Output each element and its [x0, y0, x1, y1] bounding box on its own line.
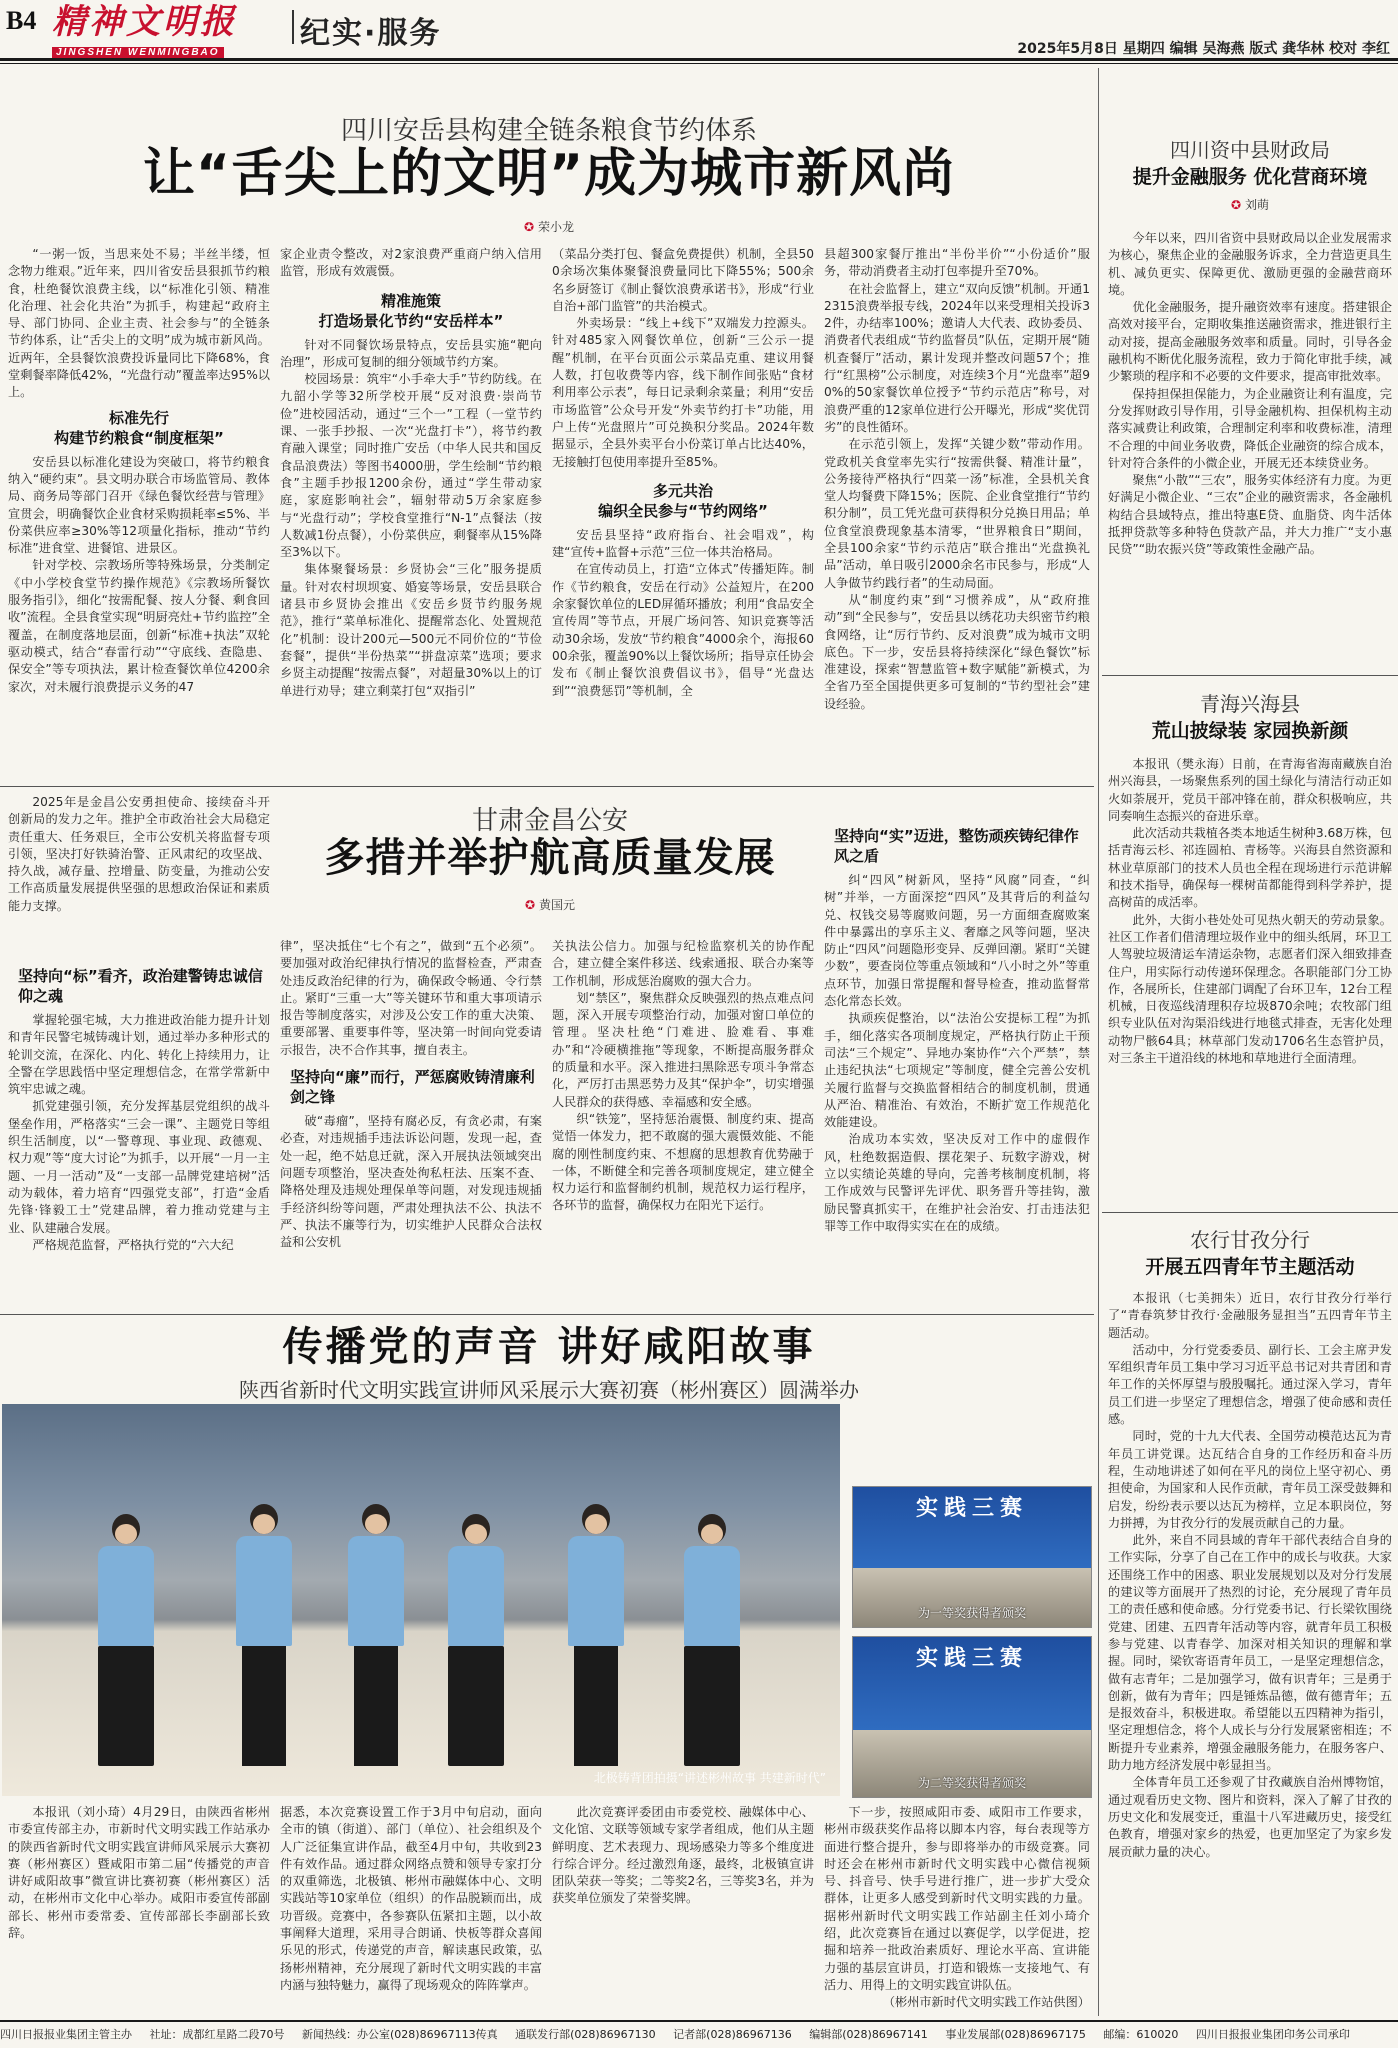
article1-column-4: [824, 246, 1090, 713]
sidebar2-body: [1108, 756, 1392, 1067]
paragraph: “一粥一饭，当思来处不易；半丝半缕，恒念物力维艰。”近年来，四川省安岳县狠抓节约粮食，杜绝餐饮浪费主线，以“标准化引领、精准化治理、社会化共治”为抓手，构建起“政府主导、部门协同、企业主责、社会参与”的全链条节约体系，让“舌尖上的文明”成为城市新风尚。近两年，全县餐饮浪费投诉量同比下降68%，食堂剩餐率降低42%，“光盘行动”覆盖率达95%以上。: [8, 247, 270, 400]
speaker-figure: [98, 1514, 154, 1766]
paragraph: 同时，党的十九大代表、全国劳动模范达瓦为青年员工讲党课。达瓦结合自身的工作经历和奋斗历程，生动地讲述了如何在平凡的岗位上坚守初心、勇担使命，为国家和人民作贡献，青年员工深受鼓舞和启发，纷纷表示要以达瓦为榜样，立足本职岗位，努力拼搏，为甘孜分行的发展贡献自己的力量。: [1108, 1429, 1392, 1530]
article1-subhead-3: 多元共治 编织全民参与“节约网络”: [598, 481, 768, 520]
masthead-rule-thin: [0, 63, 1398, 64]
photo-credit: （彬州市新时代文明实践工作站供图）: [882, 1995, 1090, 2010]
paragraph: 此次竞赛评委团由市委党校、融媒体中心、文化馆、文联等领域专家学者组成，他们从主题鲜明度、艺术表现力、现场感染力等多个维度进行综合评分。经过激烈角逐，最终，北极镇宣讲团队荣获一等奖；二等奖2名，三等奖3名，并为获奖单位颁发了荣誉奖牌。: [552, 1805, 814, 1906]
paragraph: 治成功本实效，坚决反对工作中的虚假作风，杜绝数据造假、摆花架子、玩数字游戏，树立以实绩论英雄的导向，完善考核制度机制，将工作成效与民警评先评优、职务晋升等挂钩，激励民警真抓实干，在维护社会治安、打击违法犯罪等工作中取得实实在在的成绩。: [824, 1132, 1090, 1233]
sidebar-rule-1: [1102, 675, 1398, 676]
issue-meta: 2025年5月8日 星期四 编辑 吴海燕 版式 龚华林 校对 李红: [1017, 41, 1390, 57]
logo-text: 精神文明报: [52, 2, 237, 42]
footer-item: 记者部(028)86967136: [673, 2028, 792, 2041]
paragraph: 安岳县坚持“政府指台、社会唱戏”，构建“宣传+监督+示范”三位一体共治格局。: [552, 527, 814, 560]
article2-subhead-2: 坚持向“廉”而行，严惩腐败铸清廉利剑之锋: [290, 1068, 535, 1107]
paragraph: 2025年是金昌公安勇担使命、接续奋斗开创新局的发力之年。推护全市政治社会大局稳定责任重大、任务艰巨，全市公安机关将监督专项引领，坚决打好铁骑治警、正风肃纪的攻坚战、持久战，减存量、控增量、防变量，为推动公安工作高质量发展提供坚强的思想政治保证和素质能力支撑。: [8, 795, 270, 913]
sidebar1-kicker: 四川资中县财政局: [1170, 138, 1330, 162]
article2-column-2: [280, 938, 542, 1251]
paragraph: 外卖场景：“线上+线下”双端发力控源头。针对485家入网餐饮单位，创新“三公示一提醒”机制，在平台页面公示菜品克重、建议用餐人数，打包收费等内容，线下制作间张贴“食材利用率公示表”，每日记录剩余菜量；利用“安岳市场监管”公众号开发“外卖节约打卡”功能，用户上传“光盘照片”可兑换积分奖品。2024年数据显示，全县外卖平台小份菜订单占比达40%，无接触打包使用率提升至85%。: [552, 316, 814, 469]
paragraph: 在示范引领上，发挥“关键少数”带动作用。党政机关食堂率先实行“按需供餐、精准计量”，公务接待严格执行“四菜一汤”标准，全县机关食堂人均餐费下降15%；医院、企业食堂推行“节约积分制”，员工凭光盘可获得积分兑换日用品；单位食堂浪费现象基本清零，“世界粮食日”期间，全县100余家“节约示范店”联合推出“光盘换礼品”活动，单日吸引2000余名市民参与，形成“人人争做节约践行者”的生动局面。: [824, 437, 1090, 590]
paragraph: 据悉，本次竞赛设置工作于3月中旬启动，面向全市的镇（街道）、部门（单位）、社会组织及个人广泛征集宣讲作品，截至4月中旬，共收到23件有效作品。通过群众网络点赞和领导专家打分的双重筛选，北极镇、彬州市融媒体中心、文明实践站等10家单位（组织）的作品脱颖而出，成功晋级。竞赛中，各参赛队伍紧扣主题，以小故事阐释大道理，采用寻合朗诵、快板等群众喜闻乐见的形式，传递党的声音，解读惠民政策，弘扬彬州精神，充分展现了新时代文明实践的丰富内涵与独特魅力，赢得了现场观众的阵阵掌声。: [280, 1805, 542, 1992]
article2-column-3: [552, 938, 814, 1215]
paragraph: 织“铁笼”，坚持惩治震慑、制度约束、提高觉悟一体发力，把不敢腐的强大震慑效能、不能腐的刚性制度约束、不想腐的思想教育优势融于一体，不断健全和完善各项制度规定，建立健全权力运行和监督制约机制，规范权力运行程序，各环节的监督，确保权力在阳光下运行。: [552, 1111, 814, 1213]
paragraph: 安岳县以标准化建设为突破口，将节约粮食纳入“硬约束”。县文明办联合市场监管局、教体局、商务局等部门召开《绿色餐饮经营与管理》宣贯会，明确餐饮企业食材采购损耗率≤5%、半份菜供应率≥30%等12项量化指标，推动“节约标准”进食堂、进餐馆、进景区。: [8, 454, 270, 556]
sidebar2-kicker: 青海兴海县: [1200, 692, 1300, 716]
masthead-rule: [0, 58, 1398, 61]
footer-item: 社址：成都红星路二段70号: [149, 2028, 285, 2041]
paragraph: 破“毒瘤”，坚持有腐必反，有贪必肃，有案必查，对违规插手违法诉讼问题，发现一起，查处一起，绝不姑息迁就，深入开展执法领域突出问题专项整治，坚决查处徇私枉法、压案不查、降格处理及违规处理保单等问题，对发现违规插手经济纠纷等问题，严肃处理执法不公、执法不严、执法不廉等行为，切实维护人民群众合法权益和公安机: [280, 1114, 542, 1250]
article2-subhead-1: 坚持向“标”看齐，政治建警铸忠诚信仰之魂: [18, 967, 263, 1005]
award-photo-2: [852, 1636, 1092, 1798]
masthead-divider: [292, 10, 294, 44]
byline-star-icon: ✪: [1230, 198, 1242, 212]
article1-headline: 让“舌尖上的文明”成为城市新风尚: [142, 144, 956, 204]
byline-star-icon: ✪: [524, 898, 536, 912]
photo-caption: 北极铸背团拍摄“讲述彬州故事 共建新时代”: [593, 1771, 826, 1785]
footer-item: 四川日报报业集团印务公司承印: [1195, 2028, 1350, 2041]
article3-column-4: [824, 1804, 1090, 2012]
article3-column-1: [8, 1804, 270, 1942]
article3-column-2: [280, 1804, 542, 1994]
sidebar-rule-2: [1102, 1212, 1398, 1213]
footer-item: 通联发行部(028)86967130: [515, 2028, 656, 2041]
section-title: 纪实·服务: [300, 16, 442, 51]
footer-item: 新闻热线：办公室(028)86967113传真: [302, 2028, 498, 2041]
paragraph: 优化金融服务，提升融资效率有速度。搭建银企高效对接平台，定期收集推送融资需求，推进银行主动对接，提高金融服务效率和质量。同时，引导各金融机构不断优化服务流程，致力于简化审批手续，减少繁琐的程序和不必要的文件要求，提高审批效率。: [1108, 300, 1392, 384]
paragraph: 严格规范监督，严格执行党的“六大纪: [32, 1237, 234, 1252]
section-rule-1: [0, 786, 1094, 787]
paragraph: 律”，坚决抵住“七个有之”，做到“五个必须”。要加强对政治纪律执行情况的监督检查，严肃查处违反政治纪律的行为，确保政令畅通、令行禁止。紧盯“三重一大”等关键环节和重大事项请示报告等制度落实，对涉及公安工作的重大决策、重要部署、重要事件等，坚决第一时间向党委请示报告，决不合作其事，擅自表主。: [280, 939, 542, 1057]
article1-byline: ✪ 荣小龙: [523, 220, 575, 234]
paragraph: 从“制度约束”到“习惯养成”，从“政府推动”到“全民参与”，安岳县以绣花功夫织密节约粮食网络，让“厉行节约、反对浪费”成为城市文明底色。下一步，安岳县将持续深化“绿色餐饮”标准建设，探索“智慧监管+数字赋能”新模式，为全省乃至全国提供更多可复制的“节约型社会”建设经验。: [824, 592, 1090, 711]
speaker-figure: [684, 1514, 740, 1766]
stage-photo: [2, 1404, 840, 1796]
speaker-figure: [448, 1514, 504, 1766]
paragraph: 关执法公信力。加强与纪检监察机关的协作配合，建立健全案件移送、线索通报、联合办案等工作机制，形成惩治腐败的强大合力。: [552, 939, 814, 988]
paragraph: 保持担保担保能力，为企业融资让利有温度，完分发挥财政引导作用，引导金融机构、担保机构主动落实减费让利政策，合理制定利率和收费标准，清理不合理的中间业务收费，降低企业融资的综合成本，针对符合条件的小微企业，开展无还本续贷业务。: [1108, 386, 1392, 470]
paragraph: 此外，大街小巷处处可见热火朝天的劳动景象。社区工作者们借清理垃圾作业中的细头纸屑，环卫工人驾驶垃圾清运车清运杂物，志愿者们深入细致排查住户，用实际行动传递环保理念。各职能部门分工协作，各展所长，住建部门调配了台环卫车，12台工程机械，日夜巡线清理积存垃圾870余吨；农牧部门组织专业队伍对沟渠沿线进行地毯式排查，无害化处理动物尸骸64具；林草部门发动1706名生态管护员，对三条主干道沿线的林地和草地进行全面清理。: [1108, 912, 1392, 1066]
award-caption-1: 为一等奖获得者颁奖: [917, 1606, 1026, 1620]
sidebar3-body: [1108, 1290, 1392, 1861]
article2-kicker: 甘肃金昌公安: [471, 806, 628, 836]
paragraph: 校园场景：筑牢“小手牵大手”节约防线。在九韶小学等32所学校开展“反对浪费·崇尚节俭”进校园活动，通过“三个一”工程（一堂节约课、一张手抄报、一次“光盘打卡”），将节约教育融入课堂；同时推广安岳（中华人民共和国反食品浪费法）等图书4000册，学生绘制“节约粮食”主题手抄报1200余份，通过“学生带动家庭，家庭影响社会”，辐射带动5万余家庭参与“光盘行动”；学校食堂推行“N-1”点餐法（按人数减1份点餐），小份菜供应，剩餐率从15%降至3%以下。: [280, 372, 542, 560]
paragraph: 全体青年员工还参观了甘孜藏族自治州博物馆，通过观看历史文物、图片和资料，深入了解了甘孜的历史文化和发展变迁，重温十八军进藏历史，接受红色教育，增强对家乡的热爱，也更加坚定了为家乡发展贡献力量的决心。: [1108, 1775, 1392, 1859]
paragraph: 今年以来，四川省资中县财政局以企业发展需求为核心，聚焦企业的金融服务诉求，全力营造更具生机、减负更实、保障更优、激励更强的金融营商环境。: [1108, 231, 1392, 297]
footer-item: 编辑部(028)86967141: [809, 2028, 928, 2041]
footer-item: 四川日报报业集团主管主办: [0, 2028, 132, 2041]
sidebar-separator: [1098, 68, 1099, 2016]
footer-rule: [0, 2020, 1398, 2022]
paragraph: 此外，来自不同县域的青年干部代表结合自身的工作实际，分享了自己在工作中的成长与收获。大家还围绕工作中的困惑、职业发展规划以及对分行发展的建议等方面展开了热烈的讨论，充分展现了青年员工的责任感和使命感。分行党委书记、行长梁钦围绕党建、团建、五四青年活动等内容，就青年员工积极参与党建、以青春学、加深对相关知识的理解和掌握。同时，梁钦寄语青年员工，一是坚定理想信念，做有志青年；二是加强学习，做有识青年；三是勇于创新，做有为青年；四是锤炼品德，做有德青年；五是报效奋斗，积极进取。希望能以五四精神为指引，坚定理想信念，将个人成长与分行发展紧密相连；不断提升专业素养，增强金融服务能力，在服务客户、助力地方经济发展中彰显担当。: [1108, 1533, 1392, 1773]
paragraph: 在宣传动员上，打造“立体式”传播矩阵。制作《节约粮食，安岳在行动》公益短片，在200余家餐饮单位的LED屏循环播放；利用“食品安全宣传周”等节点，开展广场问答、知识竞赛等活动30余场，发放“节约粮食”4000余个，海报6000余张，覆盖90%以上餐饮场所；指导京任协会发布《制止餐饮浪费倡议书》，倡导“光盘达到”“浪费惩罚”等机制，全: [552, 562, 814, 698]
paragraph: 本报讯（七美拥朱）近日，农行甘孜分行举行了“青春筑梦甘孜行·金融服务显担当”五四青年节主题活动。: [1108, 1291, 1392, 1340]
footer-item: 事业发展部(028)86967175: [945, 2028, 1086, 2041]
paragraph: 在社会监督上，建立“双向反馈”机制。开通12315浪费举报专线，2024年以来受理相关投诉32件，办结率100%；邀请人大代表、政协委员、消费者代表组成“节约监督员”队伍，定期开展“随机查餐厅”活动，累计发现并整改问题57个；推行“红黑榜”公示制度，对连续3个月“光盘率”超90%的50家餐饮单位授予“节约示范店”称号，对浪费严重的12家单位进行公开曝光，形成“奖优罚劣”的良性循环。: [824, 281, 1090, 434]
speaker-figure: [236, 1504, 292, 1766]
paragraph: 纠“四风”树新风，坚持“风腐”同查，“纠树”并举，一方面深挖“四风”及其背后的利益勾兑、权钱交易等腐败问题，另一方面细查腐败案件中暴露出的享乐主义、奢靡之风等问题，坚决防止“四风”问题隐形变异、反弹回潮。紧盯“关键少数”，要查岗位等重点领域和“八小时之外”等重点环节，加强日常提醒和督导检查，推动监督常态化常态长效。: [824, 873, 1090, 1009]
sidebar1-byline: ✪ 刘萌: [1230, 198, 1270, 212]
sidebar3-kicker: 农行甘孜分行: [1190, 1228, 1310, 1252]
article3-column-3: [552, 1804, 814, 1908]
article2-column-1: [8, 958, 270, 1254]
article3-subtitle: 陕西省新时代文明实践宣讲师风采展示大赛初赛（彬州赛区）圆满举办: [239, 1378, 859, 1402]
sidebar3-headline: 开展五四青年节主题活动: [1145, 1256, 1355, 1278]
article2-column-4: [824, 818, 1090, 1235]
paragraph: 家企业责令整改，对2家浪费严重商户纳入信用监管，形成有效震慑。: [280, 247, 542, 279]
paragraph: 执顽疾促整治，以“法治公安提标工程”为抓手，细化落实各项制度规定，严格执行防止干预司法“三个规定”、异地办案协作“六个严禁”，禁止违纪执法“七项规定”等制度，健全完善公安机关履行监督与交换监督相结合的制度机制，贯通从严治、精准治、有效治，不断扩宽工作规范化效能建设。: [824, 1011, 1090, 1130]
paragraph: 抓党建强引领，充分发挥基层党组织的战斗堡垒作用，严格落实“三会一课”、主题党日等组织生活制度，以“一警尊现、事业现、政德观、权力观”等“度大讨论”为抓手，以开展“一月一主题、一月一活动”及“一支部一品牌党建培树”活动为载体，着力培育“四强党支部”，打造“金盾先锋·锋毅工士”党建品牌，着力推动党建与主业、队建融合发展。: [8, 1099, 270, 1235]
paragraph: 针对不同餐饮场景特点，安岳县实施“靶向治理”，形成可复制的细分领域节约方案。: [280, 337, 542, 369]
article2-byline: ✪ 黄国元: [524, 898, 576, 912]
paragraph: 掌握轮强宅城，大力推进政治能力提升计划和青年民警宅城铸魂计划，通过举办多种形式的轮训交流，在深化、内化、转化上持续用力，让全警在学思践悟中坚定理想信念，在常学常新中筑牢忠诚之魂。: [8, 1013, 270, 1097]
article2-subhead-3: 坚持向“实”迈进，整饬顽疾铸纪律作风之盾: [834, 827, 1079, 865]
paragraph: 活动中，分行党委委员、副行长、工会主席尹发军组织青年员工集中学习习近平总书记对共青团和青年工作的关怀厚望与殷殷嘱托。通过深入学习，青年员工们进一步坚定了理想信念，增强了使命感和责任感。: [1108, 1342, 1392, 1427]
sidebar1-body: [1108, 230, 1392, 559]
paragraph: （菜品分类打包、餐盒免费提供）机制，全县500余场次集体聚餐浪费量同比下降55%；500余名乡厨签订《制止餐饮浪费承诺书》，形成“行业自治+部门监管”的共治模式。: [552, 247, 814, 313]
award-caption-2: 为二等奖获得者颁奖: [917, 1776, 1026, 1790]
article2-lead: [8, 794, 270, 915]
newspaper-logo: [52, 2, 288, 58]
paragraph: 县超300家餐厅推出“半份半价”“小份适价”服务，带动消费者主动打包率提升至70%。: [824, 247, 1090, 279]
article2-headline: 多措并举护航高质量发展: [324, 835, 776, 881]
section-rule-2: [0, 1314, 1094, 1315]
paragraph: 本报讯（樊永海）日前，在青海省海南藏族自治州兴海县，一场聚焦系列的国土绿化与清洁行动正如火如荼展开，党员干部冲锋在前，群众积极响应，共同奏响生态振兴的奋进乐章。: [1108, 757, 1392, 823]
footer-item: 邮编：610020: [1103, 2028, 1179, 2041]
article1-subhead-1: 标准先行 构建节约粮食“制度框架”: [54, 408, 224, 447]
sidebar1-headline: 提升金融服务 优化营商环境: [1132, 166, 1368, 188]
article1-subhead-2: 精准施策 打造场景化节约“安岳样本”: [318, 291, 504, 330]
paragraph: 聚焦“小散”“三农”，服务实体经济有力度。为更好满足小微企业、“三农”企业的融资需求，各金融机构结合县域特点，推出特惠E贷、血脂贷、肉牛活体抵押贷款等多种特色贷款产品，并大力推广“支小惠民贷”“助农振兴贷”等政策性金融产品。: [1108, 473, 1392, 557]
speaker-figure: [568, 1504, 624, 1766]
paragraph: 划“禁区”，聚焦群众反映强烈的热点难点问题，深入开展专项整治行动，加强对窗口单位的管理。坚决杜绝“门难进、脸难看、事难办”和“冷硬横推拖”等现象，不断提高服务群众的质量和水平。深入推进扫黑除恶专项斗争常态化，严厉打击黑恶势力及其“保护伞”，切实增强人民群众的获得感、幸福感和安全感。: [552, 990, 814, 1109]
paragraph: 此次活动共栽植各类本地适生树种3.68万株，包括青海云杉、祁连圆柏、青杨等。兴海县自然资源和林业草原部门的技术人员也全程在现场进行示范讲解和技术指导，确保每一棵树苗都能得到科学养护，提高树苗的成活率。: [1108, 826, 1392, 910]
article1-column-2: [280, 246, 542, 700]
paragraph: 集体聚餐场景：乡贤协会“三化”服务提质量。针对农村坝坝宴、婚宴等场景，安岳县联合诸县市乡贤协会推出《安岳乡贤节约服务规范》，推行“菜单标准化、提醒常态化、处置规范化”机制：设计200元—500元不同价位的“节俭套餐”，提供“半份热菜”“拼盘凉菜”选项；要求乡贤主动提醒“按需点餐”，对超量30%以上的订单进行劝导；建立剩菜打包“双指引”: [280, 562, 542, 698]
award-photo-1: [852, 1486, 1092, 1628]
paragraph: 本报讯（刘小琦）4月29日，由陕西省彬州市委宣传部主办，市新时代文明实践工作站承办的陕西省新时代文明实践宣讲师风采展示大赛初赛（彬州赛区）暨咸阳市第二届“传播党的声音 讲好咸阳故事”微宣讲比赛初赛（彬州赛区）活动，在彬州市文化中心举办。咸阳市委宣传部副部长、彬州市委常委、宣传部部长李副部长致辞。: [8, 1805, 270, 1941]
paragraph: 针对学校、宗教场所等特殊场景，分类制定《中小学校食堂节约操作规范》《宗教场所餐饮服务指引》，细化“按需配餐、按人分餐、剩食回收”流程。全县食堂实现“明厨亮灶+节约监控”全覆盖，在制度落地层面，创新“标准+执法”双轮驱动模式，结合“春雷行动”“守底线、查隐患、保安全”等专项执法，累计检查餐饮单位4200余家次，对未履行浪费提示义务的47: [8, 558, 270, 694]
article1-column-3: [552, 246, 814, 700]
article1-column-1: [8, 246, 270, 696]
article1-kicker: 四川安岳县构建全链条粮食节约体系: [340, 116, 757, 146]
footer: [0, 2026, 1398, 2042]
sidebar2-headline: 荒山披绿装 家园换新颜: [1151, 720, 1349, 742]
backdrop-title: 实践三赛: [915, 1646, 1028, 1671]
logo-pinyin: JINGSHEN WENMINGBAO: [52, 47, 224, 58]
byline-star-icon: ✪: [523, 220, 535, 234]
speaker-figure: [348, 1504, 404, 1766]
article3-headline: 传播党的声音 讲好咸阳故事: [282, 1324, 816, 1370]
backdrop-title: 实践三赛: [915, 1496, 1028, 1521]
paragraph: 下一步，按照咸阳市委、咸阳市工作要求，彬州市级获奖作品将以脚本内容，每台表现等方面进行整合提升，参与即将举办的市级竞赛。同时还会在彬州市新时代文明实践中心微信视频号、抖音号、快手号进行推广，进一步扩大受众群体，让更多人感受到新时代文明实践的力量。据彬州新时代文明实践工作站副主任刘小琦介绍，此次竞赛旨在通过以赛促学，以学促进，挖掘和培养一批政治素质好、理论水平高、宣讲能力强的基层宣讲员，打造和锻炼一支接地气、有活力、用得上的文明实践宣讲队伍。: [824, 1805, 1090, 1992]
page-number: B4: [6, 6, 37, 35]
